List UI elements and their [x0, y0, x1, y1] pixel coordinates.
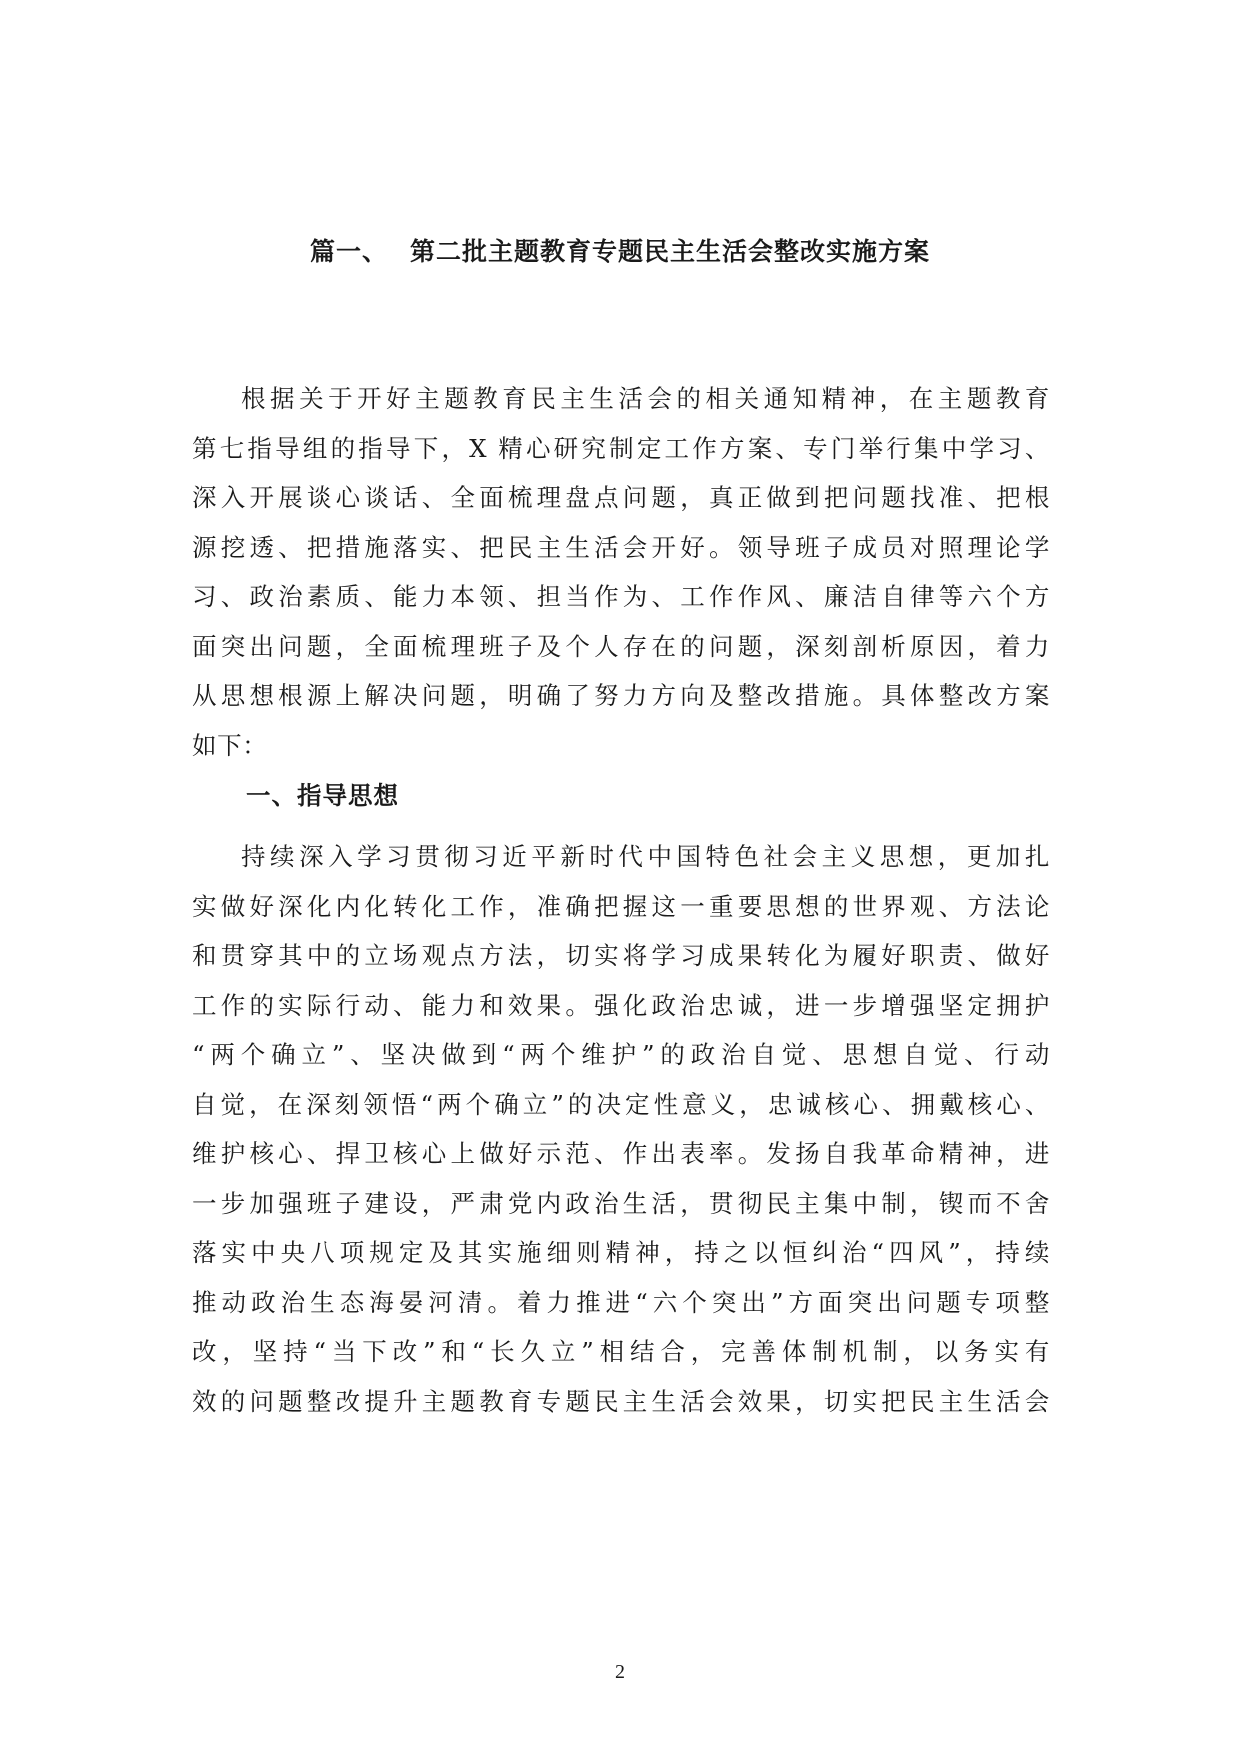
intro-line: 面突出问题，全面梳理班子及个人存在的问题，深刻剖析原因，着力: [192, 631, 1050, 661]
guiding-line: 自觉，在深刻领悟“两个确立”的决定性意义，忠诚核心、拥戴核心、: [192, 1089, 1050, 1119]
guiding-line: 改，坚持“当下改”和“长久立”相结合，完善体制机制，以务实有: [192, 1337, 1050, 1366]
intro-line: 深入开展谈心谈话、全面梳理盘点问题，真正做到把问题找准、把根: [192, 483, 1050, 512]
guiding-line: 效的问题整改提升主题教育专题民主生活会效果，切实把民主生活会: [192, 1386, 1050, 1416]
section-heading: 一、指导思想: [246, 781, 399, 810]
intro-line: 源挖透、把措施落实、把民主生活会开好。领导班子成员对照理论学: [192, 532, 1050, 562]
guiding-line: 工作的实际行动、能力和效果。强化政治忠诚，进一步增强坚定拥护: [192, 990, 1050, 1020]
guiding-line: 和贯穿其中的立场观点方法，切实将学习成果转化为履好职责、做好: [192, 941, 1050, 970]
title-main: 第二批主题教育专题民主生活会整改实施方案: [410, 237, 931, 266]
intro-line: 习、政治素质、能力本领、担当作为、工作作风、廉洁自律等六个方: [192, 582, 1050, 611]
guiding-line: 推动政治生态海晏河清。着力推进“六个突出”方面突出问题专项整: [192, 1287, 1050, 1317]
guiding-line: 持续深入学习贯彻习近平新时代中国特色社会主义思想，更加扎: [241, 842, 1050, 871]
intro-line: 从思想根源上解决问题，明确了努力方向及整改措施。具体整改方案: [192, 681, 1050, 710]
intro-line: 如下：: [192, 730, 268, 760]
guiding-paragraph: [192, 832, 1050, 1426]
intro-line: 第七指导组的指导下，X 精心研究制定工作方案、专门举行集中学习、: [192, 433, 1050, 463]
guiding-line: 维护核心、捍卫核心上做好示范、作出表率。发扬自我革命精神，进: [192, 1139, 1050, 1168]
guiding-line: 一步加强班子建设，严肃党内政治生活，贯彻民主集中制，锲而不舍: [192, 1188, 1050, 1218]
title-prefix: 篇一、: [309, 237, 388, 266]
intro-line: 根据关于开好主题教育民主生活会的相关通知精神，在主题教育: [241, 384, 1050, 413]
guiding-line: “两个确立”、坚决做到“两个维护”的政治自觉、思想自觉、行动: [192, 1040, 1050, 1069]
document-title: [0, 232, 1240, 272]
guiding-line: 落实中央八项规定及其实施细则精神，持之以恒纠治“四风”，持续: [192, 1238, 1050, 1267]
intro-paragraph: [192, 374, 1050, 770]
guiding-line: 实做好深化内化转化工作，准确把握这一重要思想的世界观、方法论: [192, 891, 1050, 921]
page-number: 2: [615, 1661, 625, 1683]
